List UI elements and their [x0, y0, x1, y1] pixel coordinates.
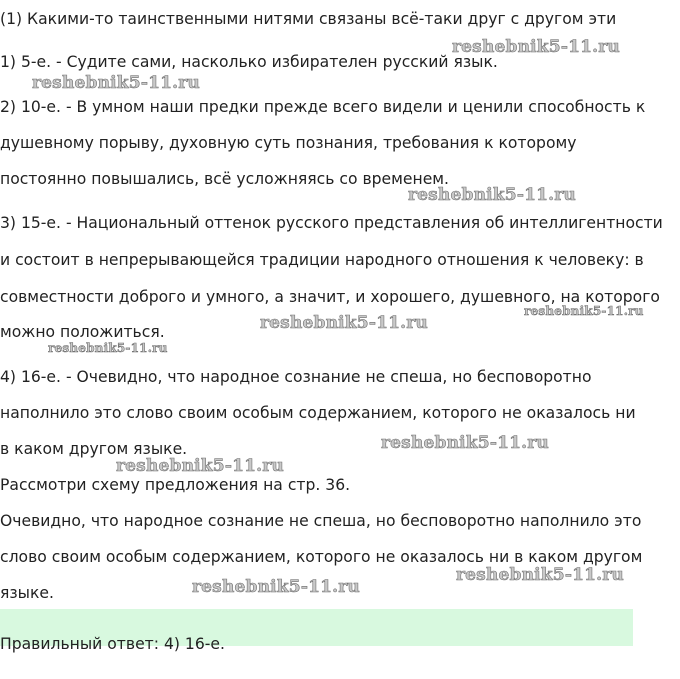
watermark-logo: reshebnik5-11.ru: [32, 73, 200, 93]
text-line: наполнило это слово своим особым содержанием, которого не оказалось ни: [0, 404, 636, 422]
text-line: душевному порыву, духовную суть познания, требования к которому: [0, 134, 577, 152]
watermark-logo: reshebnik5-11.ru: [456, 565, 624, 585]
text-line-option-2: 2) 10-е. - В умном наши предки прежде всего видели и ценили способность к: [0, 98, 646, 116]
watermark-logo: reshebnik5-11.ru: [192, 577, 360, 597]
text-line: можно положиться.: [0, 323, 165, 341]
watermark-logo: reshebnik5-11.ru: [48, 341, 168, 355]
text-line: Очевидно, что народное сознание не спеша, но бесповоротно наполнило это: [0, 512, 642, 530]
text-line: языке.: [0, 584, 54, 602]
text-line: в каком другом языке.: [0, 440, 188, 458]
text-line: совместности доброго и умного, а значит, и хорошего, душевного, на которого: [0, 288, 660, 306]
watermark-logo: reshebnik5-11.ru: [116, 456, 284, 476]
text-line-option-4: 4) 16-е. - Очевидно, что народное сознание не спеша, но бесповоротно: [0, 368, 592, 386]
correct-answer-box: [0, 609, 633, 653]
text-line-option-3: 3) 15-е. - Национальный оттенок русского представления об интеллигентности: [0, 214, 663, 232]
text-line-scheme-note: Рассмотри схему предложения на стр. 36.: [0, 476, 351, 494]
watermark-logo: reshebnik5-11.ru: [452, 37, 620, 57]
watermark-logo: reshebnik5-11.ru: [408, 185, 576, 205]
text-line: постоянно повышались, всё усложняясь со временем.: [0, 170, 450, 188]
text-line-intro: (1) Какими-то таинственными нитями связаны всё-таки друг с другом эти: [0, 10, 617, 28]
text-line: и состоит в непрерывающейся традиции народного отношения к человеку: в: [0, 251, 644, 269]
watermark-logo: reshebnik5-11.ru: [524, 304, 644, 318]
watermark-logo: reshebnik5-11.ru: [260, 313, 428, 333]
correct-answer-text: Правильный ответ: 4) 16-е.: [0, 634, 225, 653]
text-line: слово своим особым содержанием, которого не оказалось ни в каком другом: [0, 548, 643, 566]
watermark-logo: reshebnik5-11.ru: [381, 433, 549, 453]
text-line-option-1: 1) 5-е. - Судите сами, насколько избирателен русский язык.: [0, 53, 498, 71]
